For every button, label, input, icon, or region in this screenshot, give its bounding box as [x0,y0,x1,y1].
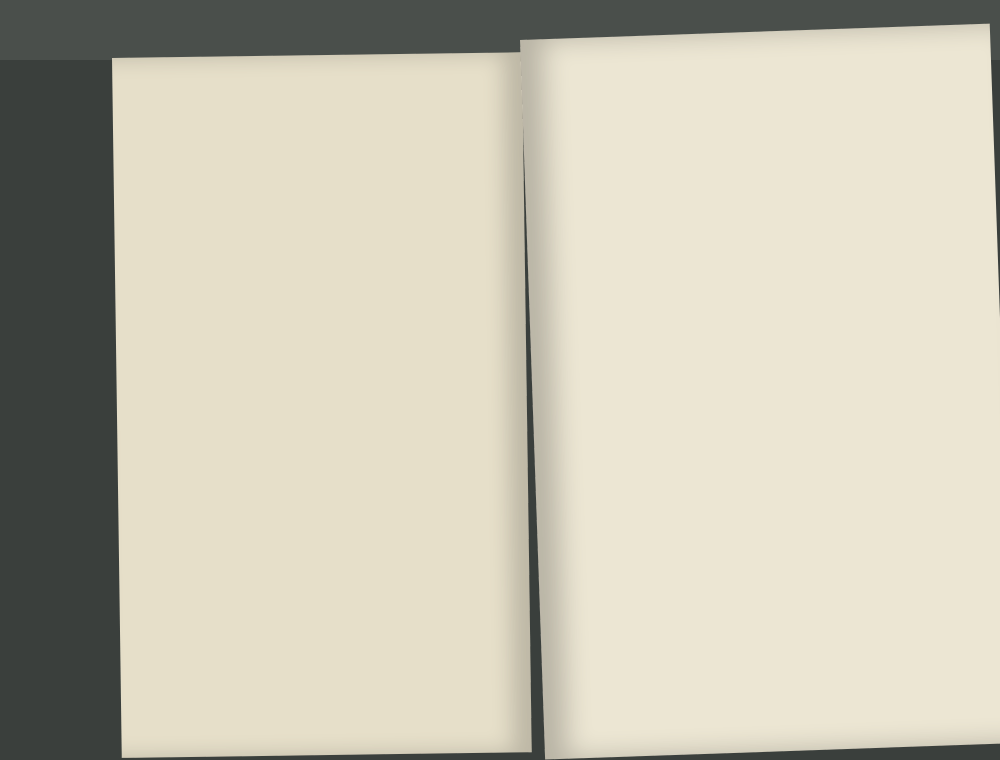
left-page [112,52,532,758]
right-page-contents [520,24,1000,760]
right-page [520,24,1000,760]
left-page-contents [112,52,532,758]
